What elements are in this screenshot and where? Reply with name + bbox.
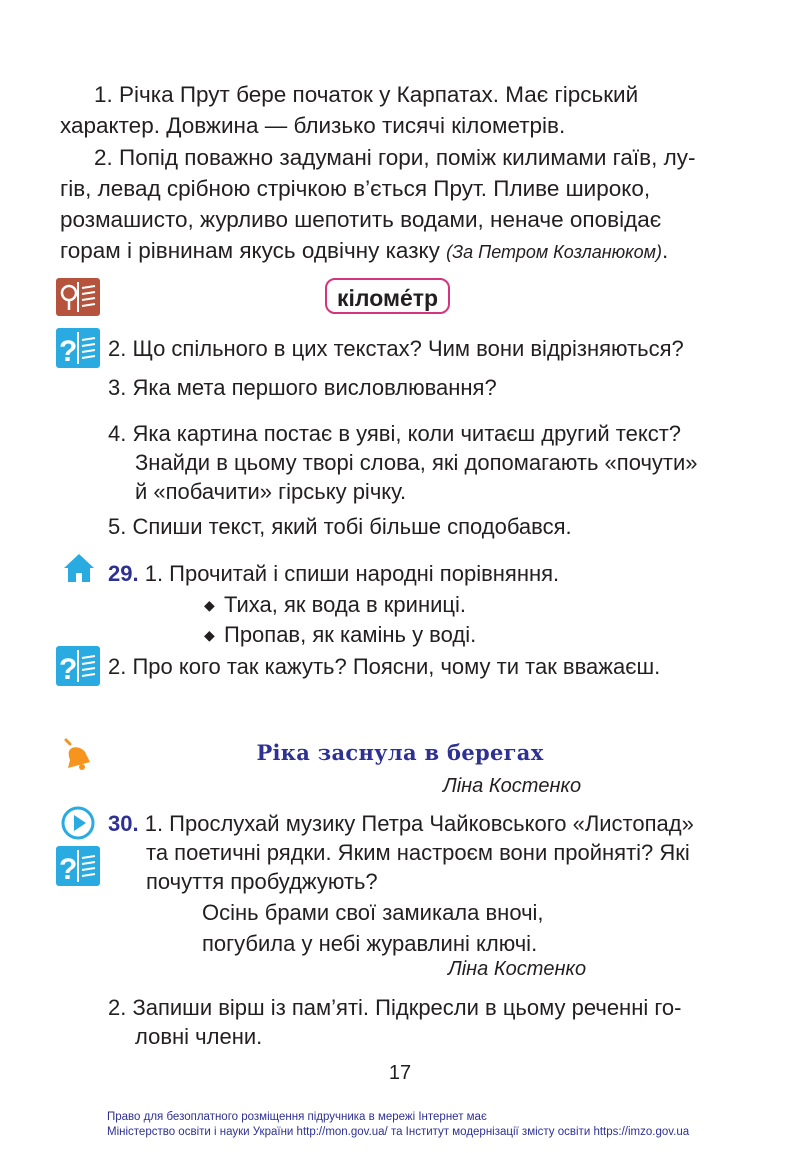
exercise-number: 30. xyxy=(108,811,139,836)
vocabulary-word-part-2: тр xyxy=(412,285,439,311)
svg-text:?: ? xyxy=(59,853,78,886)
saying-item xyxy=(204,620,476,650)
poem-line: погубила у небі журавлині ключі. xyxy=(202,931,538,956)
paragraph-2-line-1: 2. Попід поважно задумані гори, поміж килимами гаїв, лу- xyxy=(94,145,696,170)
paragraph-2-line-2: гів, левад срібною стрічкою в’ється Прут. Пливе широко, xyxy=(60,176,651,201)
exercise-30-task-line-1: 1. Прослухай музику Петра Чайковського «Листопад» xyxy=(144,811,694,836)
poem-line: Осінь брами свої замикала вночі, xyxy=(202,900,544,925)
question-5: 5. Спиши текст, який тобі більше сподобався. xyxy=(108,514,572,539)
bullet: ◆ xyxy=(204,597,215,613)
section-title: Ріка заснула в берегах xyxy=(256,740,544,765)
paragraph-1-line-2: характер. Довжина — близько тисячі кілометрів. xyxy=(60,113,566,138)
question-book-icon xyxy=(56,646,100,691)
poem-author: Ліна Костенко xyxy=(448,958,587,980)
page-number: 17 xyxy=(388,1062,412,1084)
saying-item xyxy=(204,590,476,620)
question-book-icon xyxy=(56,328,100,373)
svg-text:?: ? xyxy=(59,335,78,368)
exercise-30-question-2 xyxy=(108,993,681,1051)
exercise-30-task-line-2: та поетичні рядки. Яким настроєм вони пройняті? Які xyxy=(146,840,690,865)
question-4-line-2: Знайди в цьому творі слова, які допомагають «почути» xyxy=(135,450,698,475)
home-icon xyxy=(62,552,96,589)
question-2: 2. Що спільного в цих текстах? Чим вони відрізняються? xyxy=(108,336,684,361)
question-book-icon xyxy=(56,846,100,891)
text-source: (За Петром Козланюком) xyxy=(446,242,663,262)
footer-note xyxy=(107,1110,689,1140)
paragraph-2-end: . xyxy=(662,238,669,263)
exercise-30-q2-line-2: ловні члени. xyxy=(135,1024,263,1049)
paragraph-2-line-4: горам і рівнинам якусь одвічну казку xyxy=(60,238,440,263)
footer-line-1: Право для безоплатного розміщення підручника в мережі Інтернет має xyxy=(107,1111,487,1123)
exercise-29-task: 1. Прочитай і спиши народні порівняння. xyxy=(144,561,560,586)
question-4-line-3: й «побачити» гірську річку. xyxy=(135,479,407,504)
exercise-30 xyxy=(108,809,694,896)
footer-line-2: Міністерство освіти і науки України http://mon.gov.ua/ та Інститут модернізації змісту освіти https://imzo.gov.ua xyxy=(107,1126,690,1138)
exercise-30-q2-line-1: 2. Запиши вірш із пам’яті. Підкресли в цьому реченні го- xyxy=(108,995,682,1020)
dictionary-icon xyxy=(56,278,100,321)
poem xyxy=(202,897,544,959)
saying-text: Тиха, як вода в криниці. xyxy=(224,592,466,617)
saying-list xyxy=(204,590,476,650)
text-paragraph-1 xyxy=(60,79,638,141)
svg-text:?: ? xyxy=(59,653,78,686)
bullet: ◆ xyxy=(204,627,215,643)
paragraph-1-line-1: 1. Річка Прут бере початок у Карпатах. Має гірський xyxy=(94,82,639,107)
exercise-29 xyxy=(108,559,559,588)
paragraph-2-line-3: розмашисто, журливо шепотить водами, неначе оповідає xyxy=(60,207,662,232)
question-4 xyxy=(108,419,698,506)
exercise-29-question-2: 2. Про кого так кажуть? Поясни, чому ти так вважаєш. xyxy=(108,654,661,679)
vocabulary-word-part-1: кіломе xyxy=(337,285,413,311)
text-paragraph-2 xyxy=(60,142,696,268)
question-3: 3. Яка мета першого висловлювання? xyxy=(108,375,497,400)
question-4-line-1: 4. Яка картина постає в уяві, коли читаєш другий текст? xyxy=(108,421,682,446)
vocabulary-word xyxy=(325,278,450,314)
section-author: Ліна Костенко xyxy=(443,775,582,797)
exercise-number: 29. xyxy=(108,561,139,586)
play-icon xyxy=(60,805,96,846)
exercise-30-task-line-3: почуття пробуджують? xyxy=(146,869,378,894)
saying-text: Пропав, як камінь у воді. xyxy=(224,622,477,647)
